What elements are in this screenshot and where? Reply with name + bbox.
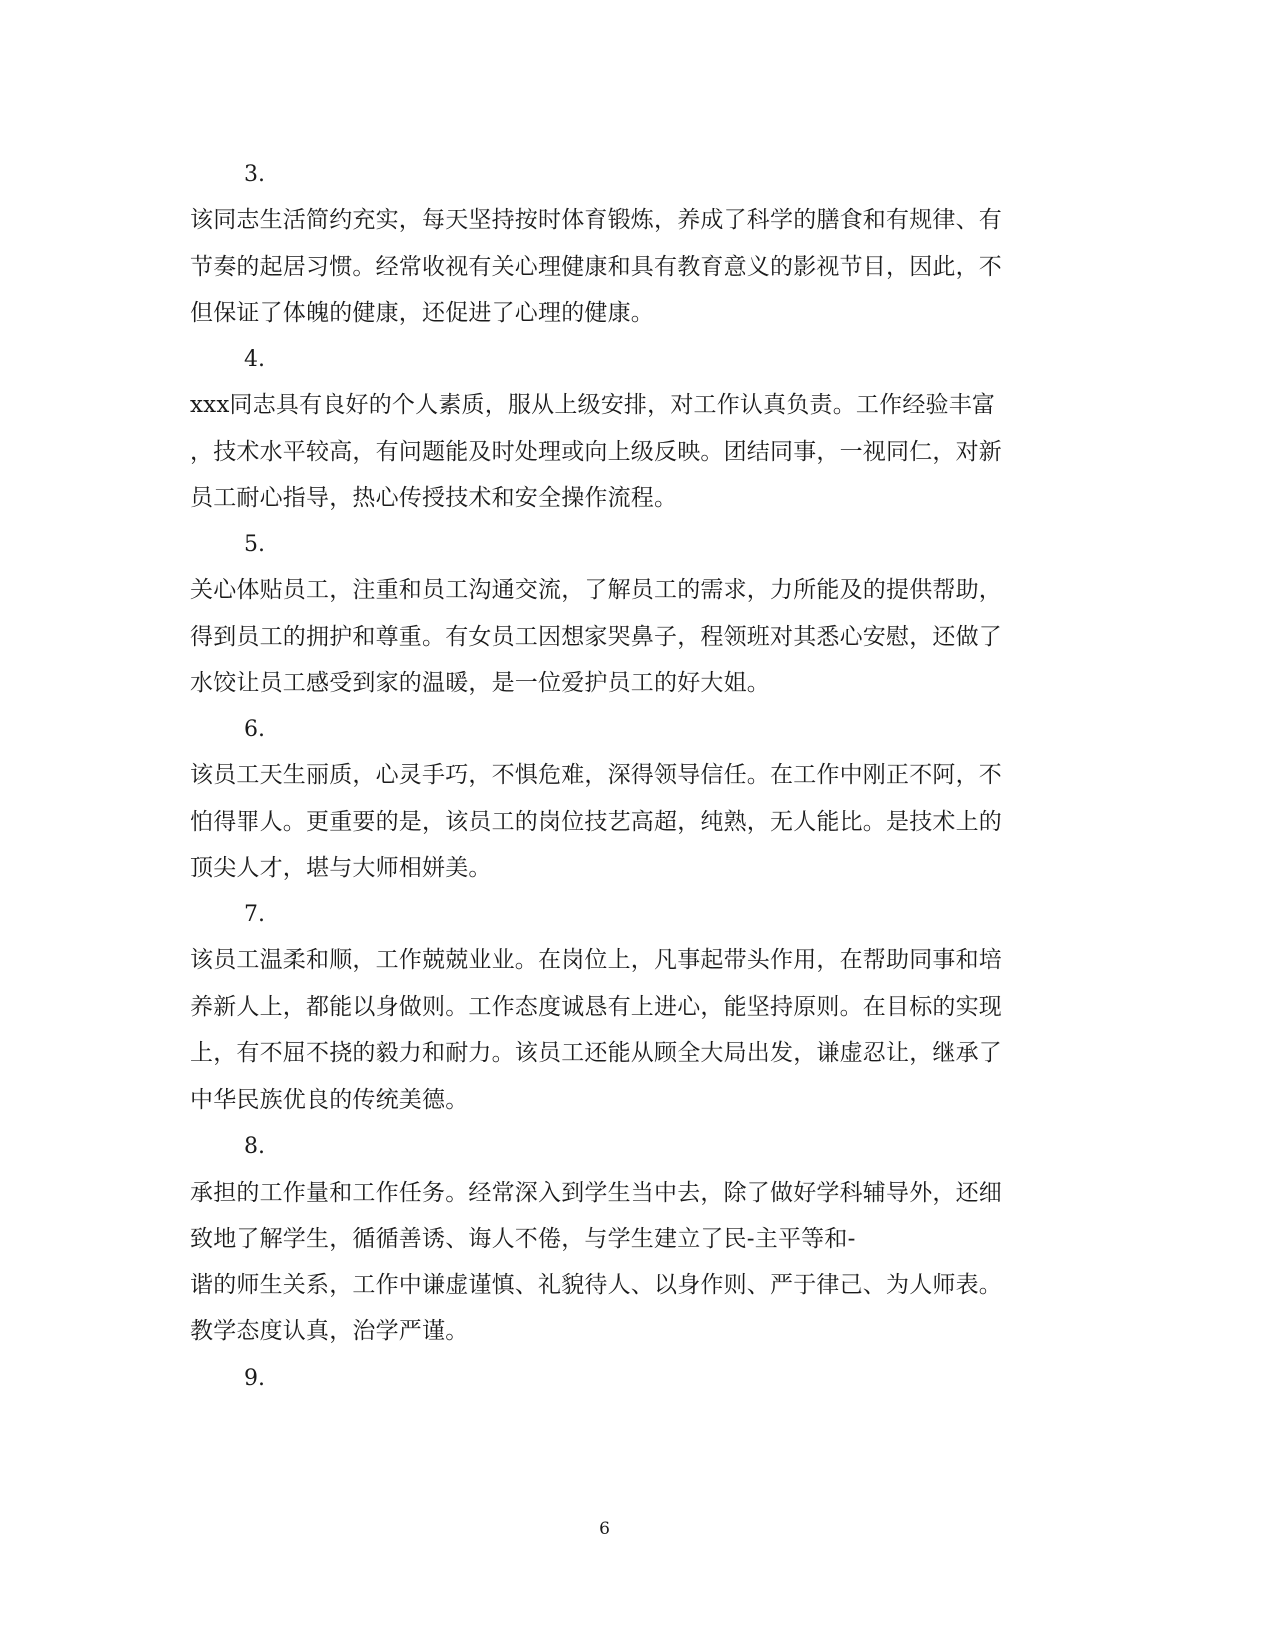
paragraph-line: ，技术水平较高，有问题能及时处理或向上级反映。团结同事，一视同仁，对新 [190, 439, 1002, 465]
paragraph-line: 节奏的起居习惯。经常收视有关心理健康和具有教育意义的影视节目，因此，不 [190, 254, 1002, 280]
item-number: 8. [244, 1134, 265, 1159]
paragraph-line: 该同志生活简约充实，每天坚持按时体育锻炼，养成了科学的膳食和有规律、有 [190, 207, 1002, 233]
paragraph-line: 该员工天生丽质，心灵手巧，不惧危难，深得领导信任。在工作中刚正不阿，不 [190, 762, 1002, 788]
paragraph-line: 谐的师生关系，工作中谦虚谨慎、礼貌待人、以身作则、严于律己、为人师表。 [190, 1272, 1002, 1298]
item-number: 9. [244, 1366, 265, 1391]
paragraph-line: 怕得罪人。更重要的是，该员工的岗位技艺高超，纯熟，无人能比。是技术上的 [190, 809, 1002, 835]
item-number: 7. [244, 902, 265, 927]
paragraph-line: 顶尖人才，堪与大师相姘美。 [190, 855, 492, 881]
paragraph-line: 员工耐心指导，热心传授技术和安全操作流程。 [190, 485, 678, 511]
paragraph-line: 教学态度认真，治学严谨。 [190, 1318, 469, 1344]
paragraph-line: 关心体贴员工，注重和员工沟通交流，了解员工的需求，力所能及的提供帮助， [190, 577, 1002, 603]
paragraph-line: 致地了解学生，循循善诱、诲人不倦，与学生建立了民-主平等和- [190, 1226, 856, 1252]
item-number: 6. [244, 717, 265, 742]
page-number: 6 [599, 1519, 610, 1539]
paragraph-line: 中华民族优良的传统美德。 [190, 1087, 469, 1113]
item-number: 4. [244, 347, 265, 372]
item-number: 5. [244, 532, 265, 557]
paragraph-line: 承担的工作量和工作任务。经常深入到学生当中去，除了做好学科辅导外，还细 [190, 1180, 1002, 1206]
item-number: 3. [244, 162, 265, 187]
paragraph-line: 上，有不屈不挠的毅力和耐力。该员工还能从顾全大局出发，谦虚忍让，继承了 [190, 1040, 1002, 1066]
paragraph-line: 但保证了体魄的健康，还促进了心理的健康。 [190, 300, 654, 326]
paragraph-line: 水饺让员工感受到家的温暖，是一位爱护员工的好大姐。 [190, 670, 770, 696]
paragraph-line: 该员工温柔和顺，工作兢兢业业。在岗位上，凡事起带头作用，在帮助同事和培 [190, 947, 1002, 973]
paragraph-line: xxx同志具有良好的个人素质，服从上级安排，对工作认真负责。工作经验丰富 [190, 392, 996, 418]
paragraph-line: 养新人上，都能以身做则。工作态度诚恳有上进心，能坚持原则。在目标的实现 [190, 994, 1002, 1020]
paragraph-line: 得到员工的拥护和尊重。有女员工因想家哭鼻子，程领班对其悉心安慰，还做了 [190, 624, 1002, 650]
